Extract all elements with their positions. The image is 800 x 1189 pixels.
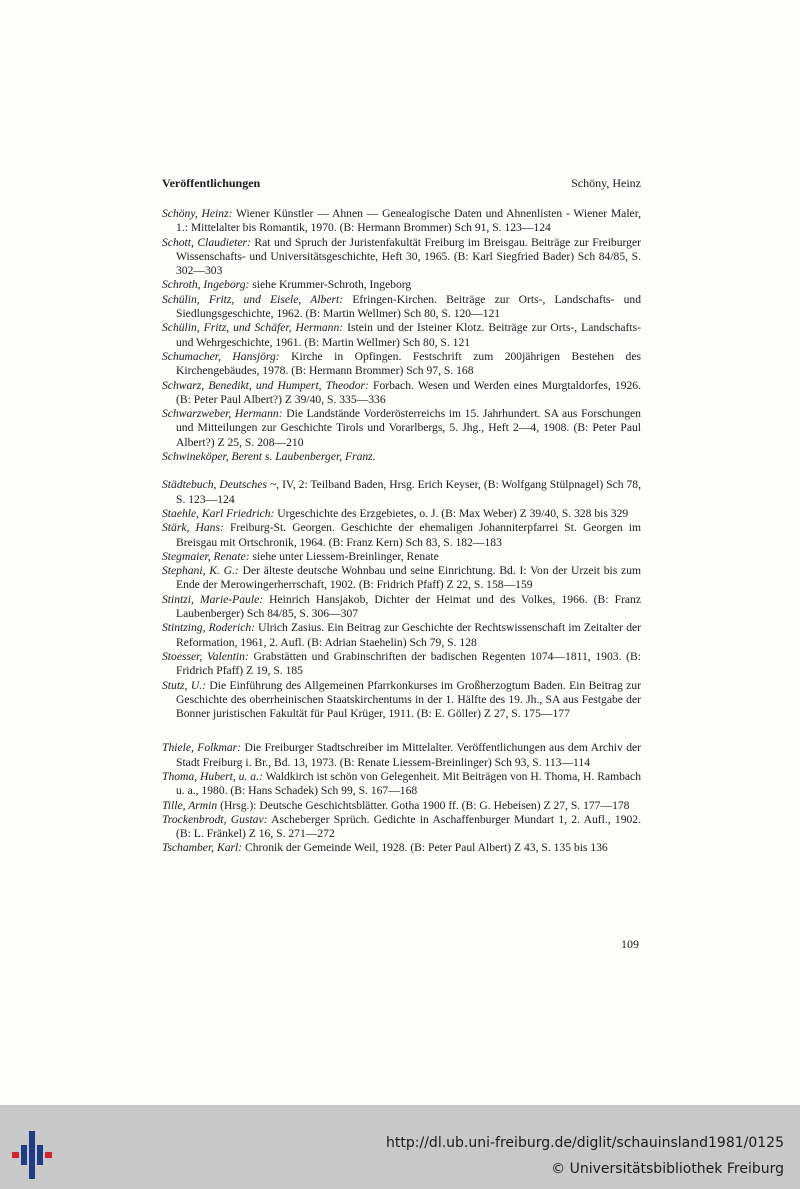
entry-text: Ulrich Zasius. Ein Beitrag zur Geschichte der Rechtswissenschaft im Zeitalter der Reformation, 1961, 2. Aufl. (B: Adrian Staehelin) Sch 79, S. 128 bbox=[176, 621, 642, 649]
entry-text: Ascheberger Sprüch. Gedichte in Aschaffenburger Mundart 1, 2. Aufl., 1902. (B: L. Fränkel) Z 16, S. 271—272 bbox=[176, 812, 641, 841]
bibliography-list bbox=[162, 207, 641, 856]
entry-author: Schülin, Fritz, und Schäfer, Hermann: bbox=[162, 321, 344, 335]
bibliography-entry bbox=[162, 521, 641, 550]
bibliography-entry bbox=[162, 379, 641, 408]
bibliography-entry bbox=[162, 593, 641, 622]
bibliography-entry bbox=[162, 679, 641, 722]
entry-author: Thoma, Hubert, u. a.: bbox=[162, 769, 263, 783]
bibliography-entry bbox=[162, 841, 641, 855]
entry-text: Chronik der Gemeinde Weil, 1928. (B: Peter Paul Albert) Z 43, S. 135 bis 136 bbox=[242, 841, 608, 855]
entry-text: Heinrich Hansjakob, Dichter der Heimat und des Volkes, 1966. (B: Franz Laubenberger) Sch 84/85, S. 306—307 bbox=[176, 592, 641, 621]
bibliography-entry bbox=[162, 564, 641, 593]
entry-text: siehe unter Liessem-Breinlinger, Renate bbox=[249, 549, 439, 563]
bibliography-entry bbox=[162, 799, 641, 813]
bibliography-entry bbox=[162, 813, 641, 842]
entry-author: Schumacher, Hansjörg: bbox=[162, 349, 280, 363]
entry-text: Rat und Spruch der Juristenfakultät Freiburg im Breisgau. Beiträge zur Freiburger Wissenschafts- und Universitätsgeschichte, Heft 30, 1965. (B: Karl Siegfried Bader) Sch 84/85, S. 302—303 bbox=[176, 235, 641, 278]
entry-text: Grabstätten und Grabinschriften der badischen Regenten 1074—1811, 1903. (B: Fridrich Pfaff) Z 19, S. 185 bbox=[176, 649, 641, 678]
entry-author: Schwineköper, Berent s. Laubenberger, Franz. bbox=[162, 450, 376, 464]
entry-author: Tschamber, Karl: bbox=[162, 841, 243, 855]
entry-group bbox=[162, 207, 641, 464]
bibliography-entry bbox=[162, 478, 641, 507]
page-url-link[interactable]: http://dl.ub.uni-freiburg.de/diglit/schauinsland1981/0125 bbox=[386, 1135, 784, 1151]
entry-text: , IV, 2: Teilband Baden, Hrsg. Erich Keyser, (B: Wolfgang Stülpnagel) Sch 78, S. 123—124 bbox=[176, 478, 641, 506]
bibliography-entry bbox=[162, 207, 641, 236]
entry-group bbox=[162, 478, 641, 721]
entry-author: Schwarzweber, Hermann: bbox=[162, 407, 283, 421]
entry-text: Die Freiburger Stadtschreiber im Mittelalter. Veröffentlichungen aus dem Archiv der Stadt Freiburg i. Br., Bd. 13, 1973. (B: Renate Liessem-Breinlinger) Sch 93, S. 113—114 bbox=[176, 741, 641, 769]
entry-author: Schöny, Heinz: bbox=[162, 207, 233, 220]
bibliography-entry bbox=[162, 770, 641, 799]
bibliography-entry bbox=[162, 621, 641, 650]
entry-text: Freiburg-St. Georgen. Geschichte der ehemaligen Johanniterpfarrei St. Georgen im Breisgau mit Ortschronik, 1964. (B: Franz Kern) Sch 83, S. 182—183 bbox=[176, 521, 642, 549]
bibliography-entry bbox=[162, 650, 641, 679]
entry-author: Stegmaier, Renate: bbox=[162, 549, 250, 563]
entry-text: Der älteste deutsche Wohnbau und seine Einrichtung. Bd. I: Von der Urzeit bis zum Ende der Merowingerherrschaft, 1902. (B: Fridrich Pfaff) Z 22, S. 158—159 bbox=[176, 564, 642, 592]
entry-author: Stintzi, Marie-Paule: bbox=[162, 592, 264, 606]
entry-text: Efringen-Kirchen. Beiträge zur Orts-, Landschafts- und Siedlungsgeschichte, 1962. (B: Martin Wellmer) Sch 80, S. 120—121 bbox=[176, 292, 641, 321]
entry-text: Urgeschichte des Erzgebietes, o. J. (B: Max Weber) Z 39/40, S. 328 bis 329 bbox=[274, 506, 629, 520]
entry-author: Stintzing, Roderich: bbox=[162, 621, 256, 635]
entry-text: Waldkirch ist schön von Gelegenheit. Mit Beiträgen von H. Thoma, H. Rambach u. a., 1980. (B: Hans Schadek) Sch 99, S. 167—168 bbox=[176, 769, 641, 798]
entry-text: siehe Krummer-Schroth, Ingeborg bbox=[249, 278, 412, 292]
entry-author: Staehle, Karl Friedrich: bbox=[162, 506, 275, 520]
bibliography-entry bbox=[162, 507, 641, 521]
entry-author: Stärk, Hans: bbox=[162, 521, 224, 535]
entry-author: Stephani, K. G.: bbox=[162, 564, 239, 578]
entry-author: Schott, Claudieter: bbox=[162, 235, 251, 249]
bibliography-entry bbox=[162, 293, 641, 322]
running-title: Schöny, Heinz bbox=[571, 176, 641, 190]
entry-author: Trockenbrodt, Gustav: bbox=[162, 812, 268, 826]
entry-author: Städtebuch, Deutsches ~ bbox=[162, 478, 277, 492]
bibliography-entry bbox=[162, 350, 641, 379]
bibliography-entry bbox=[162, 278, 641, 292]
entry-text: Istein und der Isteiner Klotz. Beiträge zur Orts-, Landschafts- und Wehrgeschichte, 1961. (B: Martin Wellmer) Sch 80, S. 121 bbox=[176, 321, 641, 349]
viewer-footer bbox=[0, 1105, 800, 1189]
entry-author: Stoesser, Valentin: bbox=[162, 649, 249, 663]
entry-author: Schülin, Fritz, und Eisele, Albert: bbox=[162, 292, 344, 306]
page-number: 109 bbox=[621, 937, 639, 951]
entry-group bbox=[162, 741, 641, 855]
bibliography-entry bbox=[162, 450, 641, 464]
entry-text: Kirche in Opfingen. Festschrift zum 200jährigen Bestehen des Kirchengebäudes, 1978. (B: Hermann Brommer) Sch 97, S. 168 bbox=[176, 349, 641, 378]
entry-author: Schwarz, Benedikt, und Humpert, Theodor: bbox=[162, 378, 369, 392]
section-title: Veröffentlichungen bbox=[162, 176, 261, 190]
entry-text: Wiener Künstler — Ahnen — Genealogische Daten und Ahnenlisten - Wiener Maler, 1.: Mittelalter bis Romantik, 1970. (B: Hermann Brommer) Sch 91, S. 123—124 bbox=[176, 207, 641, 235]
entry-text: Forbach. Wesen und Werden eines Murgtaldorfes, 1926. (B: Peter Paul Albert?) Z 39/40, S. 335—336 bbox=[176, 378, 642, 406]
entry-text: Die Landstände Vorderösterreichs im 15. Jahrhundert. SA aus Forschungen und Mitteilungen zur Geschichte Tirols und Vorarlbergs, 5. Jhg., Heft 2—4, 1908. (B: Peter Paul Albert?) Z 25, S. 208—210 bbox=[176, 407, 641, 449]
entry-author: Schroth, Ingeborg: bbox=[162, 278, 250, 292]
entry-author: Tille, Armin bbox=[162, 798, 218, 812]
ub-freiburg-logo-icon bbox=[12, 1131, 52, 1179]
entry-text: (Hrsg.): Deutsche Geschichtsblätter. Gotha 1900 ff. (B: G. Hebeisen) Z 27, S. 177—178 bbox=[217, 798, 630, 812]
entry-author: Thiele, Folkmar: bbox=[162, 741, 242, 755]
bibliography-entry bbox=[162, 236, 641, 279]
copyright-notice: © Universitätsbibliothek Freiburg bbox=[551, 1161, 784, 1177]
entry-text: Die Einführung des Allgemeinen Pfarrkonkurses im Großherzogtum Baden. Ein Beitrag zur Geschichte des oberrheinischen Staatskirchentums in der 1. Hälfte des 19. Jh., SA aus Festgabe der Bonner juristischen Fakultät für Paul Krüger, 1911. (B: E. Göller) Z 27, S. 175—177 bbox=[176, 678, 641, 721]
bibliography-entry bbox=[162, 550, 641, 564]
bibliography-entry bbox=[162, 321, 641, 350]
bibliography-entry bbox=[162, 741, 641, 770]
bibliography-entry bbox=[162, 407, 641, 450]
entry-author: Stutz, U.: bbox=[162, 678, 206, 692]
